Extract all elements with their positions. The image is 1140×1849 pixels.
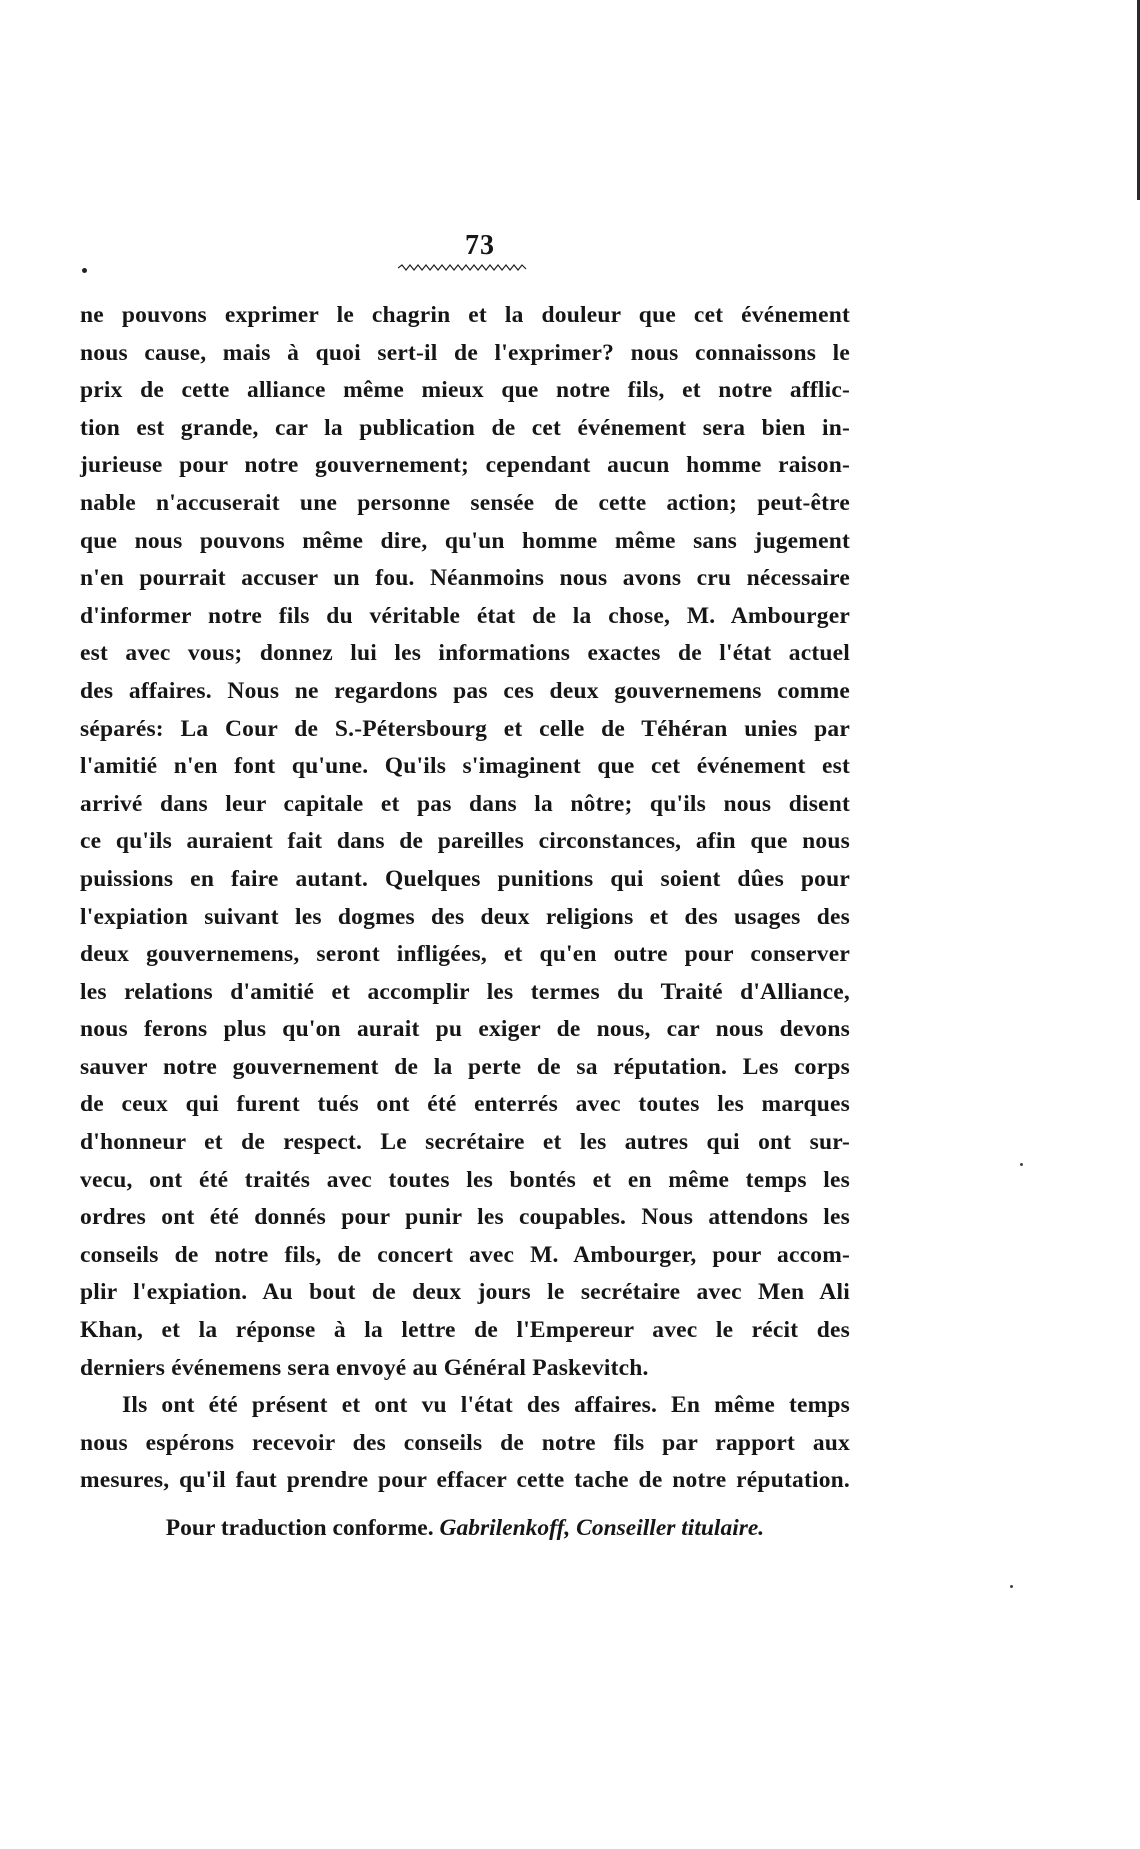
- text-line: nous cause, mais à quoi sert-il de l'exprimer? nous connaissons le: [80, 339, 850, 366]
- text-line: nous espérons recevoir des conseils de notre fils par rapport aux: [80, 1429, 850, 1456]
- text-line: de ceux qui furent tués ont été enterrés avec toutes les marques: [80, 1091, 850, 1118]
- text-line: plir l'expiation. Au bout de deux jours le secrétaire avec Men Ali: [80, 1279, 850, 1306]
- text-line: ne pouvons exprimer le chagrin et la douleur que cet événement: [80, 302, 850, 328]
- signature-prefix: Pour traduction conforme.: [165, 1515, 434, 1541]
- text-line: des affaires. Nous ne regardons pas ces deux gouvernemens comme: [80, 677, 850, 704]
- text-line: n'en pourrait accuser un fou. Néanmoins nous avons cru nécessaire: [80, 565, 850, 592]
- page-number: 73: [465, 230, 495, 261]
- scan-speck: [1020, 1163, 1023, 1166]
- translation-signature: [80, 1510, 850, 1548]
- text-line: arrivé dans leur capitale et pas dans la nôtre; qu'ils nous disent: [80, 790, 850, 817]
- translator-name: Gabrilenkoff,: [439, 1515, 571, 1541]
- text-line: d'informer notre fils du véritable état de la chose, M. Ambourger: [80, 602, 850, 629]
- text-line: jurieuse pour notre gouvernement; cependant aucun homme raison-: [80, 452, 850, 479]
- text-line: l'expiation suivant les dogmes des deux religions et des usages des: [80, 903, 850, 930]
- text-line: deux gouvernemens, seront infligées, et qu'en outre pour conserver: [80, 941, 850, 968]
- text-line: puissions en faire autant. Quelques punitions qui soient dûes pour: [80, 865, 850, 892]
- text-line: d'honneur et de respect. Le secrétaire et les autres qui ont sur-: [80, 1129, 850, 1156]
- text-line: prix de cette alliance même mieux que notre fils, et notre afflic-: [80, 377, 850, 404]
- text-line: Ils ont été présent et ont vu l'état des affaires. En même temps: [122, 1392, 850, 1419]
- header-dot: [82, 268, 87, 273]
- text-line: mesures, qu'il faut prendre pour effacer cette tache de notre réputation.: [80, 1467, 850, 1494]
- body-text: [80, 297, 850, 1500]
- text-line: tion est grande, car la publication de cet événement sera bien in-: [80, 414, 850, 441]
- text-line: ce qu'ils auraient fait dans de pareilles circonstances, afin que nous: [80, 828, 850, 855]
- scan-speck: [1010, 1585, 1013, 1588]
- text-line: ordres ont été donnés pour punir les coupables. Nous attendons les: [80, 1204, 850, 1231]
- paragraph-2: [80, 1387, 850, 1500]
- paragraph-1: [80, 297, 850, 1387]
- page-header: [0, 230, 1140, 280]
- text-line: séparés: La Cour de S.-Pétersbourg et celle de Téhéran unies par: [80, 715, 850, 742]
- text-line: sauver notre gouvernement de la perte de sa réputation. Les corps: [80, 1053, 850, 1080]
- text-line: vecu, ont été traités avec toutes les bontés et en même temps les: [80, 1166, 850, 1193]
- text-line: est avec vous; donnez lui les informations exactes de l'état actuel: [80, 640, 850, 667]
- translator-title: Conseiller titulaire.: [576, 1515, 765, 1541]
- text-line: les relations d'amitié et accomplir les termes du Traité d'Alliance,: [80, 978, 850, 1005]
- text-line: Khan, et la réponse à la lettre de l'Empereur avec le récit des: [80, 1317, 850, 1344]
- text-line: derniers événemens sera envoyé au Général Paskevitch.: [80, 1354, 649, 1381]
- text-line: conseils de notre fils, de concert avec M. Ambourger, pour accom-: [80, 1241, 850, 1268]
- text-line: que nous pouvons même dire, qu'un homme même sans jugement: [80, 527, 850, 554]
- text-line: l'amitié n'en font qu'une. Qu'ils s'imaginent que cet événement est: [80, 753, 850, 780]
- text-line: nable n'accuserait une personne sensée de cette action; peut-être: [80, 489, 850, 516]
- decorative-zigzag-rule: [398, 264, 528, 272]
- text-line: nous ferons plus qu'on aurait pu exiger de nous, car nous devons: [80, 1016, 850, 1043]
